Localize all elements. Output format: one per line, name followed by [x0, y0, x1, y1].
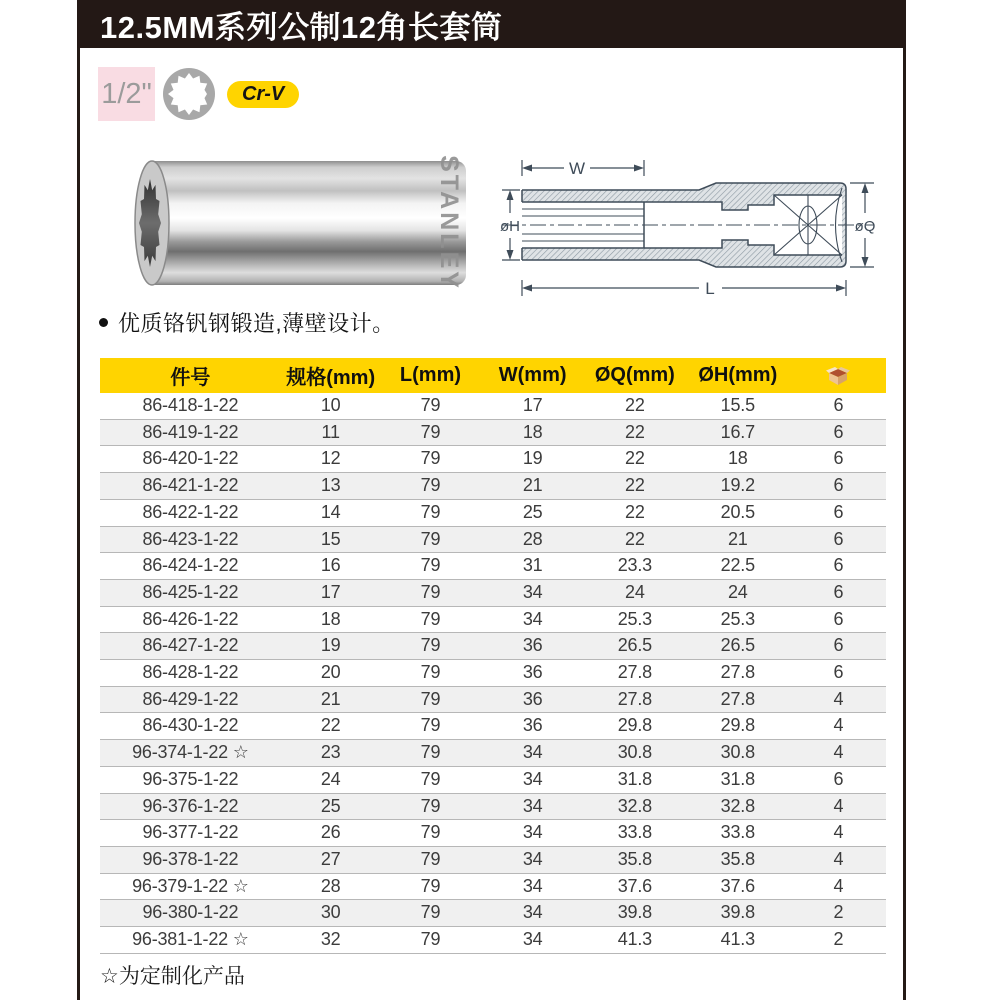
w-cell: 28: [522, 528, 543, 549]
header-oq: ØQ(mm): [585, 358, 685, 393]
part-number-cell: 86-422-1-22: [142, 501, 239, 522]
spec-cell: 17: [320, 581, 341, 602]
w-cell: 34: [522, 795, 543, 816]
l-cell: 79: [420, 688, 441, 709]
l-cell: 79: [420, 929, 441, 950]
qty-cell: 6: [833, 448, 844, 469]
spec-cell: 10: [320, 395, 341, 415]
l-cell: 79: [420, 848, 441, 869]
oh-cell: 15.5: [720, 395, 755, 415]
table-row: [100, 473, 886, 500]
table-row: [100, 579, 886, 606]
part-number-cell: 96-376-1-22: [142, 795, 239, 816]
spec-cell: 32: [320, 929, 341, 950]
w-cell: 34: [522, 581, 543, 602]
feature-text: 优质铬钒钢锻造,薄壁设计。: [118, 311, 395, 336]
header-oh: ØH(mm): [685, 358, 791, 393]
spec-cell: 27: [320, 848, 341, 869]
title-bar: [77, 0, 906, 48]
spec-cell: 19: [320, 635, 341, 656]
twelve-point-socket-icon: [160, 65, 218, 123]
spec-cell: 25: [320, 795, 341, 816]
qty-cell: 6: [833, 475, 844, 496]
oh-cell: 41.3: [720, 929, 755, 950]
table-row: [100, 873, 886, 900]
table-row: [100, 446, 886, 473]
l-cell: 79: [420, 528, 441, 549]
l-cell: 79: [420, 635, 441, 656]
qty-cell: 6: [833, 608, 844, 629]
l-cell: 79: [420, 448, 441, 469]
l-cell: 79: [420, 768, 441, 789]
crv-label: Cr-V: [242, 82, 285, 105]
spec-cell: 30: [320, 902, 341, 923]
part-number-cell: 96-381-1-22 ☆: [132, 929, 249, 950]
oq-cell: 22: [625, 475, 645, 496]
spec-cell: 22: [320, 715, 341, 736]
socket-product-photo: [114, 143, 480, 296]
oq-cell: 32.8: [617, 795, 652, 816]
spec-cell: 26: [320, 822, 341, 843]
qty-cell: 6: [833, 662, 844, 683]
qty-cell: 6: [833, 581, 844, 602]
oq-cell: 22: [625, 421, 645, 442]
qty-cell: 2: [833, 929, 844, 950]
oq-cell: 35.8: [617, 848, 652, 869]
badge-row: [98, 64, 299, 124]
table-row: [100, 686, 886, 713]
oh-cell: 30.8: [720, 742, 755, 763]
table-row: [100, 820, 886, 847]
qty-cell: 6: [833, 421, 844, 442]
spec-cell: 24: [320, 768, 341, 789]
spec-cell: 16: [320, 555, 341, 576]
qty-cell: 4: [833, 795, 844, 816]
w-cell: 31: [522, 555, 543, 576]
oh-cell: 16.7: [720, 421, 755, 442]
dimension-diagram: [494, 150, 880, 300]
l-cell: 79: [420, 395, 441, 415]
oq-cell: 27.8: [617, 688, 652, 709]
spec-cell: 21: [320, 688, 341, 709]
header-pack-qty: [791, 358, 886, 393]
drive-size-badge: [98, 67, 155, 121]
table-row: [100, 793, 886, 820]
l-cell: 79: [420, 555, 441, 576]
diagram-q-label: øQ: [854, 218, 876, 235]
spec-cell: 12: [320, 448, 341, 469]
oh-cell: 33.8: [720, 822, 755, 843]
w-cell: 17: [522, 395, 543, 415]
oh-cell: 24: [727, 581, 748, 602]
oq-cell: 22: [625, 501, 645, 522]
oq-cell: 29.8: [617, 715, 652, 736]
oh-cell: 32.8: [720, 795, 755, 816]
oh-cell: 35.8: [720, 848, 755, 869]
w-cell: 34: [522, 929, 543, 950]
qty-cell: 4: [833, 742, 844, 763]
part-number-cell: 86-425-1-22: [142, 581, 239, 602]
right-page-rule: [903, 0, 906, 1000]
qty-cell: 4: [833, 848, 844, 869]
spec-cell: 23: [320, 742, 341, 763]
part-number-cell: 86-429-1-22: [142, 688, 239, 709]
oh-cell: 25.3: [720, 608, 755, 629]
qty-cell: 6: [833, 528, 844, 549]
part-number-cell: 86-420-1-22: [142, 448, 239, 469]
table-row: [100, 393, 886, 419]
oh-cell: 19.2: [720, 475, 755, 496]
qty-cell: 4: [833, 688, 844, 709]
diagram-w-label: W: [568, 159, 586, 178]
oh-cell: 18: [727, 448, 748, 469]
oq-cell: 23.3: [617, 555, 652, 576]
header-spec: 规格(mm): [281, 358, 381, 393]
l-cell: 79: [420, 475, 441, 496]
part-number-cell: 86-423-1-22: [142, 528, 239, 549]
w-cell: 19: [522, 448, 543, 469]
table-row: [100, 660, 886, 687]
spec-cell: 13: [320, 475, 341, 496]
w-cell: 36: [522, 688, 543, 709]
oq-cell: 41.3: [617, 929, 652, 950]
table-row: [100, 713, 886, 740]
oh-cell: 26.5: [720, 635, 755, 656]
custom-product-footnote: ☆为定制化产品: [100, 965, 245, 988]
oq-cell: 25.3: [617, 608, 652, 629]
page-title: 12.5MM系列公制12角长套筒: [100, 9, 503, 45]
table-row: [100, 419, 886, 446]
brand-engraving: STANLEY: [435, 155, 463, 291]
oq-cell: 26.5: [617, 635, 652, 656]
qty-cell: 2: [833, 902, 844, 923]
w-cell: 34: [522, 902, 543, 923]
oh-cell: 29.8: [720, 715, 755, 736]
qty-cell: 4: [833, 875, 844, 896]
spec-cell: 15: [320, 528, 341, 549]
table-row: [100, 846, 886, 873]
table-row: [100, 740, 886, 767]
oq-cell: 39.8: [617, 902, 652, 923]
part-number-cell: 96-375-1-22: [142, 768, 239, 789]
spec-table: [100, 358, 886, 954]
part-number-cell: 86-430-1-22: [142, 715, 239, 736]
w-cell: 34: [522, 608, 543, 629]
l-cell: 79: [420, 822, 441, 843]
w-cell: 34: [522, 848, 543, 869]
oh-cell: 37.6: [720, 875, 755, 896]
spec-cell: 11: [321, 421, 340, 442]
header-part-number: 件号: [100, 358, 281, 393]
oq-cell: 22: [625, 528, 645, 549]
oq-cell: 37.6: [617, 875, 652, 896]
qty-cell: 4: [833, 822, 844, 843]
oh-cell: 31.8: [720, 768, 755, 789]
w-cell: 34: [522, 822, 543, 843]
spec-table-header: [100, 358, 886, 393]
oq-cell: 22: [625, 395, 645, 415]
w-cell: 34: [522, 742, 543, 763]
oh-cell: 20.5: [720, 501, 755, 522]
oq-cell: 31.8: [617, 768, 652, 789]
w-cell: 18: [522, 421, 543, 442]
qty-cell: 6: [833, 501, 844, 522]
part-number-cell: 96-377-1-22: [142, 822, 239, 843]
qty-cell: 4: [833, 715, 844, 736]
diagram-l-label: L: [705, 279, 715, 298]
part-number-cell: 86-421-1-22: [142, 475, 239, 496]
oh-cell: 21: [727, 528, 748, 549]
l-cell: 79: [420, 742, 441, 763]
spec-cell: 18: [320, 608, 341, 629]
spec-cell: 28: [320, 875, 341, 896]
oh-cell: 27.8: [720, 688, 755, 709]
l-cell: 79: [420, 501, 441, 522]
l-cell: 79: [420, 715, 441, 736]
carton-icon: [826, 366, 850, 386]
l-cell: 79: [420, 608, 441, 629]
qty-cell: 6: [833, 768, 844, 789]
part-number-cell: 96-374-1-22 ☆: [132, 742, 249, 763]
w-cell: 34: [522, 875, 543, 896]
part-number-cell: 86-418-1-22: [142, 395, 239, 415]
oq-cell: 22: [625, 448, 645, 469]
oq-cell: 30.8: [617, 742, 652, 763]
l-cell: 79: [420, 421, 441, 442]
qty-cell: 6: [833, 635, 844, 656]
part-number-cell: 96-378-1-22: [142, 848, 239, 869]
table-row: [100, 927, 886, 954]
part-number-cell: 86-427-1-22: [142, 635, 239, 656]
header-w: W(mm): [480, 358, 585, 393]
oq-cell: 27.8: [617, 662, 652, 683]
l-cell: 79: [420, 662, 441, 683]
w-cell: 25: [522, 501, 543, 522]
l-cell: 79: [420, 795, 441, 816]
spec-table-body: [100, 393, 886, 953]
bullet-dot: [99, 318, 108, 327]
qty-cell: 6: [833, 555, 844, 576]
diagram-h-label: øH: [500, 218, 520, 235]
oh-cell: 22.5: [720, 555, 755, 576]
l-cell: 79: [420, 902, 441, 923]
w-cell: 36: [522, 635, 543, 656]
w-cell: 21: [522, 475, 543, 496]
part-number-cell: 96-380-1-22: [142, 902, 239, 923]
table-row: [100, 499, 886, 526]
header-l: L(mm): [381, 358, 481, 393]
table-row: [100, 606, 886, 633]
left-page-rule: [77, 0, 80, 1000]
w-cell: 36: [522, 662, 543, 683]
table-row: [100, 900, 886, 927]
oh-cell: 39.8: [720, 902, 755, 923]
w-cell: 34: [522, 768, 543, 789]
qty-cell: 6: [833, 395, 844, 415]
w-cell: 36: [522, 715, 543, 736]
spec-cell: 20: [320, 662, 341, 683]
oq-cell: 33.8: [617, 822, 652, 843]
part-number-cell: 86-419-1-22: [142, 421, 239, 442]
part-number-cell: 86-428-1-22: [142, 662, 239, 683]
part-number-cell: 96-379-1-22 ☆: [132, 875, 249, 896]
drive-size-label: 1/2": [101, 77, 152, 110]
crv-material-badge: [227, 81, 299, 108]
l-cell: 79: [420, 581, 441, 602]
l-cell: 79: [420, 875, 441, 896]
oh-cell: 27.8: [720, 662, 755, 683]
part-number-cell: 86-426-1-22: [142, 608, 239, 629]
part-number-cell: 86-424-1-22: [142, 555, 239, 576]
oq-cell: 24: [625, 581, 645, 602]
table-row: [100, 553, 886, 580]
spec-cell: 14: [320, 501, 341, 522]
feature-bullet: [99, 307, 395, 338]
table-row: [100, 633, 886, 660]
table-row: [100, 526, 886, 553]
table-row: [100, 766, 886, 793]
